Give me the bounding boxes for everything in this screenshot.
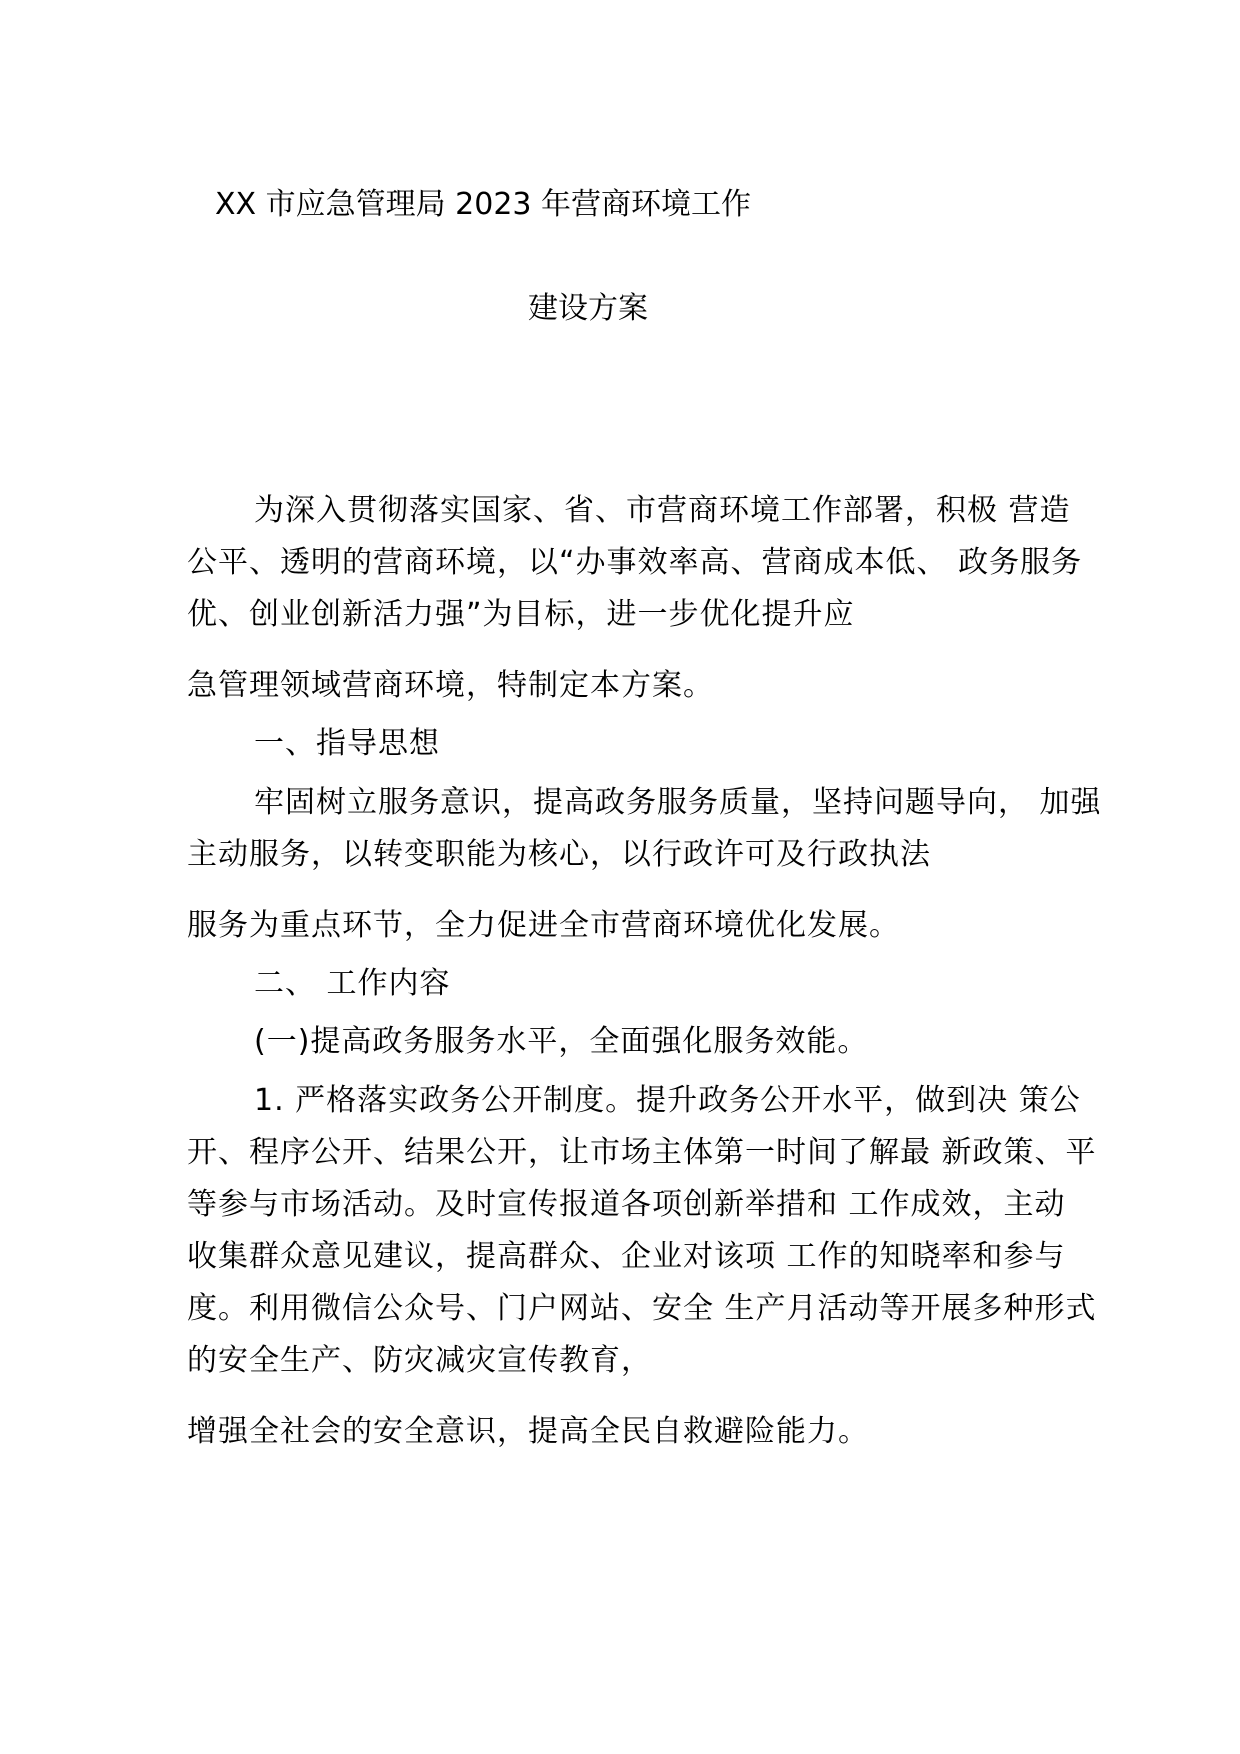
document-title-line-1: XX 市应急管理局 2023 年营商环境工作 [215, 187, 752, 222]
section-heading: 二、 工作内容 [254, 966, 451, 1001]
body-line: 的安全生产、防灾减灾宣传教育， [187, 1343, 652, 1378]
body-line: 度。利用微信公众号、门户网站、安全 生产月活动等开展多种形式 [187, 1291, 1097, 1326]
body-line: 1. 严格落实政务公开制度。提升政务公开水平，做到决 策公 [254, 1083, 1081, 1118]
body-line: 牢固树立服务意识，提高政务服务质量，坚持问题导向， 加强 [254, 785, 1102, 820]
body-line: 开、程序公开、结果公开，让市场主体第一时间了解最 新政策、平 [187, 1135, 1097, 1170]
subsection-heading: (一)提高政务服务水平，全面强化服务效能。 [254, 1024, 869, 1059]
document-title-line-2: 建设方案 [528, 291, 648, 326]
body-line: 增强全社会的安全意识，提高全民自救避险能力。 [187, 1414, 869, 1449]
body-line: 为深入贯彻落实国家、省、市营商环境工作部署，积极 营造 [254, 493, 1071, 528]
body-line: 急管理领域营商环境，特制定本方案。 [187, 668, 714, 703]
body-line: 等参与市场活动。及时宣传报道各项创新举措和 工作成效，主动 [187, 1187, 1066, 1222]
body-line: 主动服务，以转变职能为核心，以行政许可及行政执法 [187, 837, 931, 872]
body-line: 优、创业创新活力强”为目标，进一步优化提升应 [187, 597, 855, 632]
section-heading: 一、指导思想 [254, 726, 440, 761]
body-line: 收集群众意见建议，提高群众、企业对该项 工作的知晓率和参与 [187, 1239, 1066, 1274]
body-line: 公平、透明的营商环境，以“办事效率高、营商成本低、 政务服务 [187, 545, 1083, 580]
body-line: 服务为重点环节，全力促进全市营商环境优化发展。 [187, 908, 900, 943]
